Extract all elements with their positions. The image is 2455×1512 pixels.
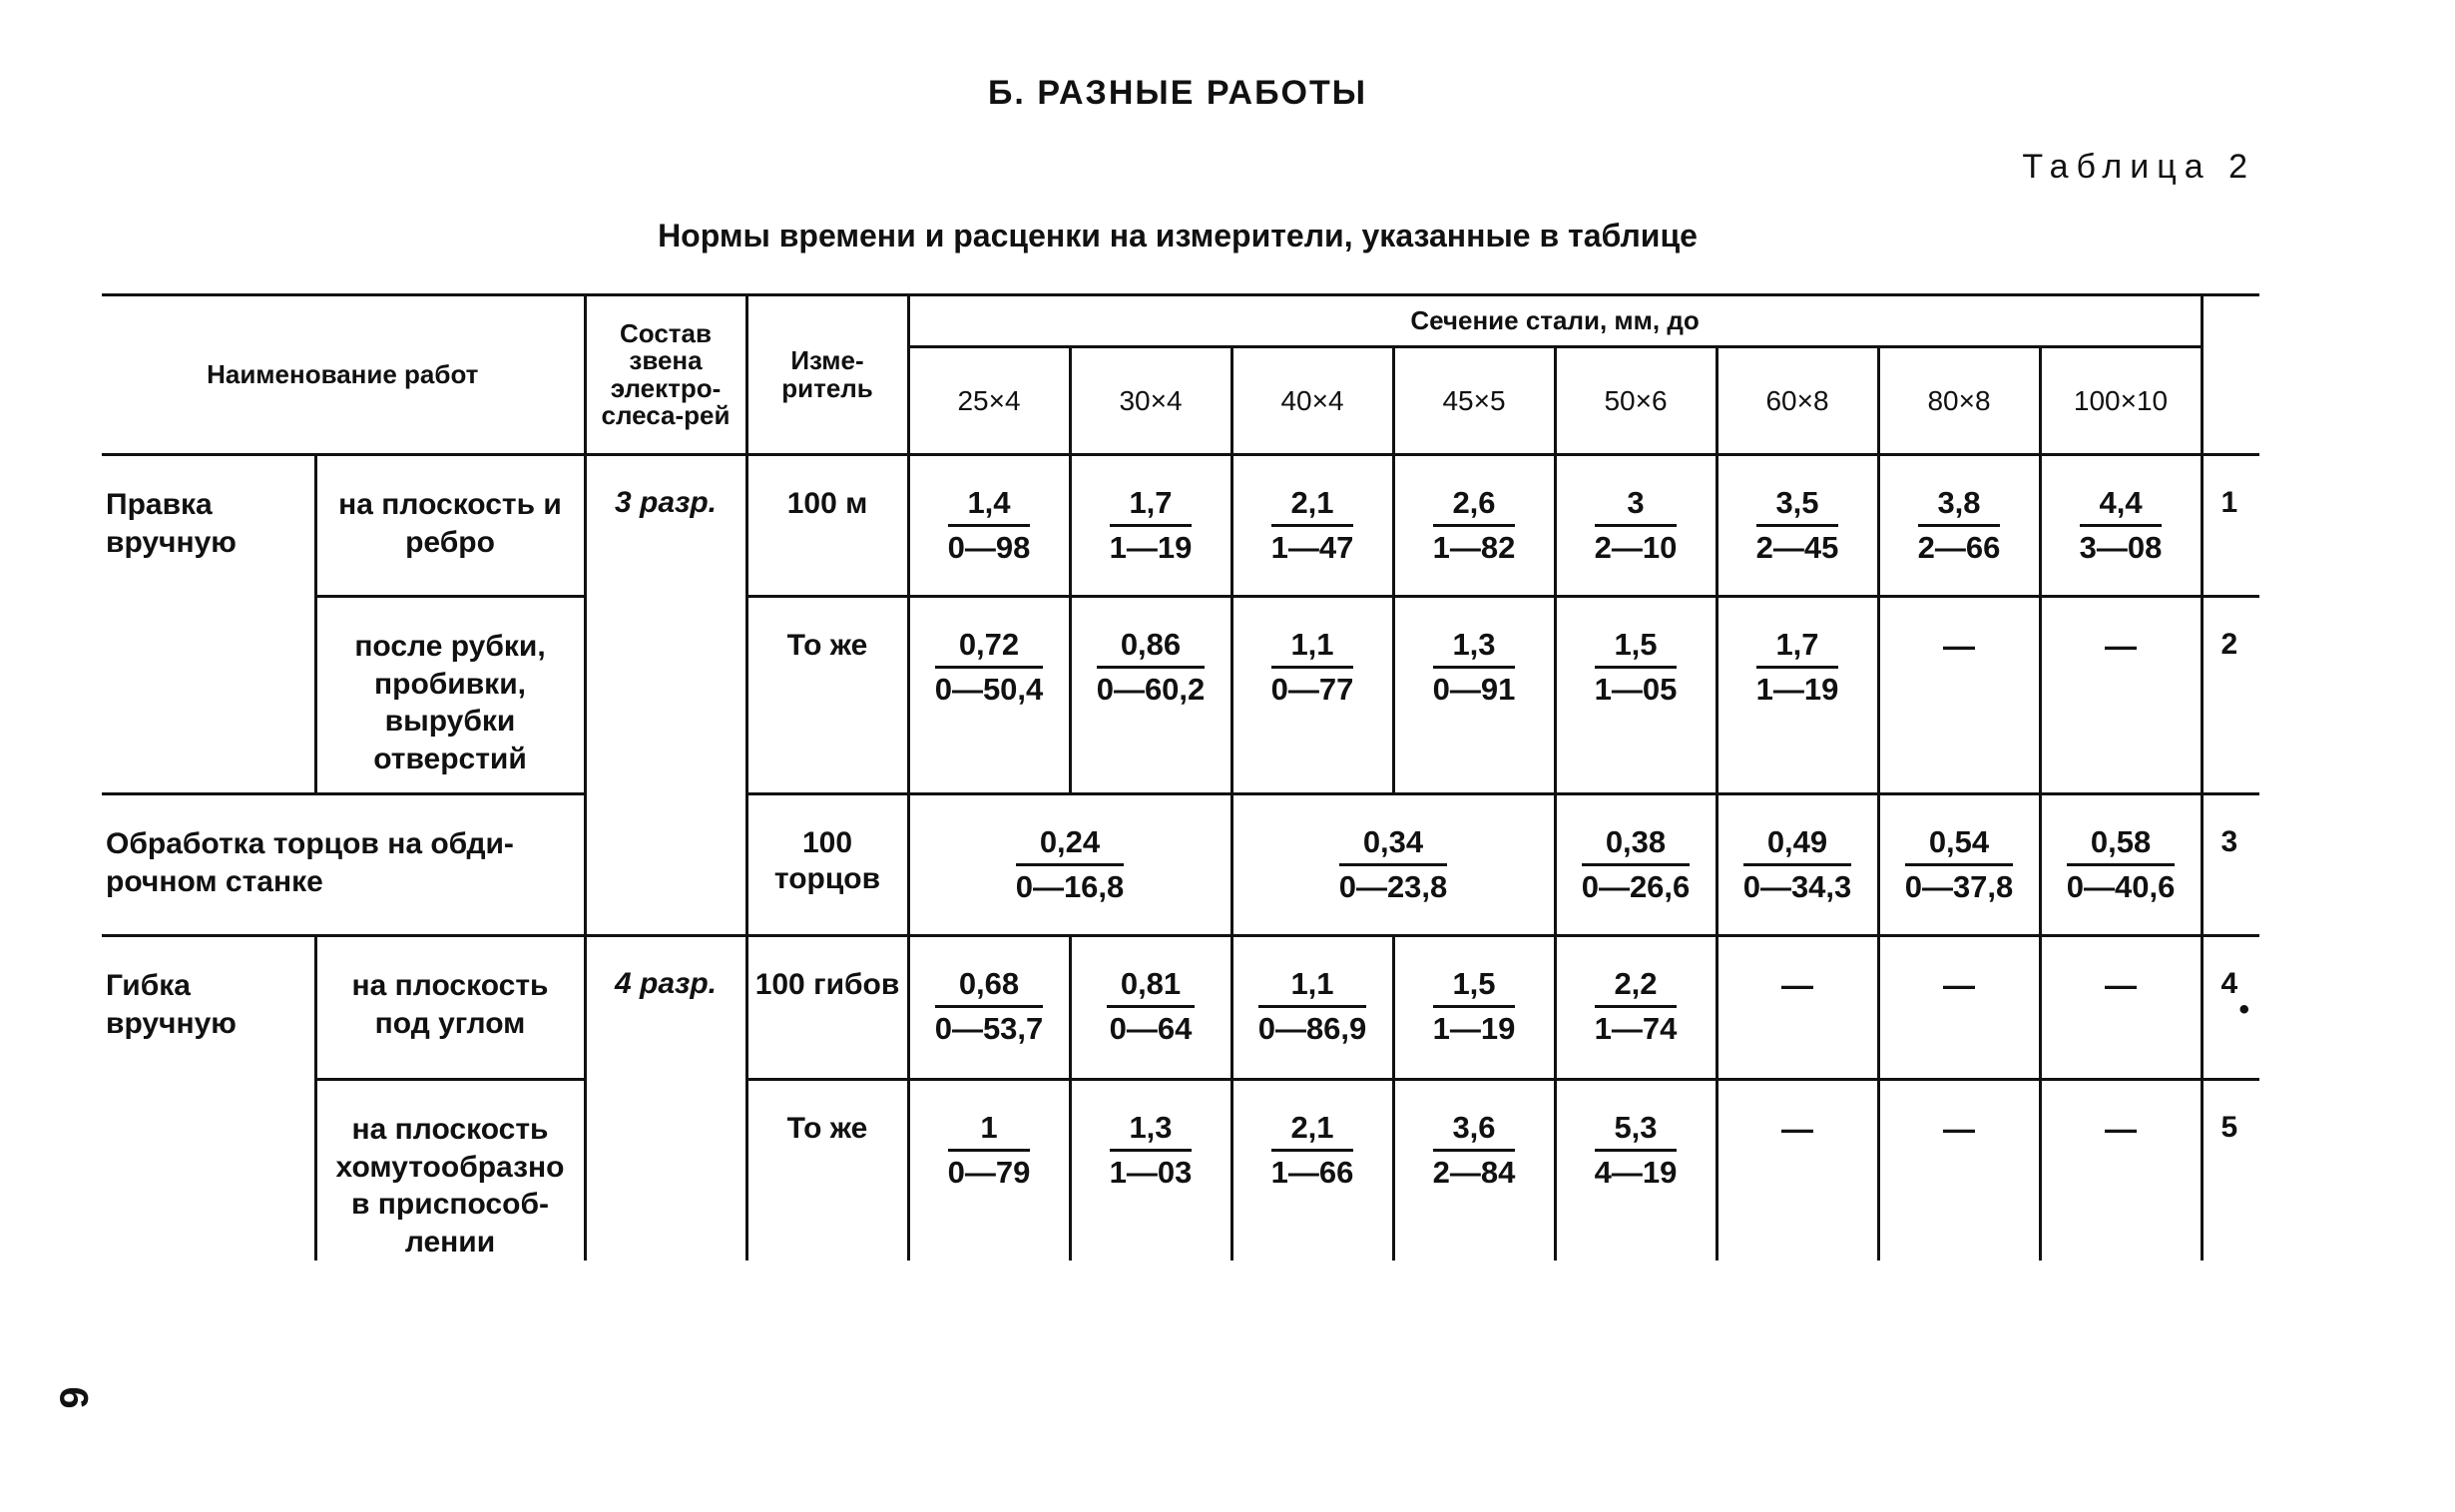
norm-fraction: $\frac{1,3}{1—03}$ [1109,1110,1193,1190]
table-row [102,1080,2259,1261]
norm-fraction: $\frac{0,38}{0—26,6}$ [1581,824,1691,904]
norm-fraction: $\frac{0,58}{0—40,6}$ [2066,824,2176,904]
empty-dash: — [1781,1111,1813,1147]
bullet-mark: • [2238,993,2250,1026]
sub-work: на плоскость под углом [315,936,585,1080]
table-row [102,597,2259,794]
header-work-name: Наименование работ [102,295,585,455]
size-header: 50×6 [1555,347,1717,455]
empty-dash: — [1943,1111,1975,1147]
row-number-cell [2202,936,2259,1080]
header-unit: Изме-ритель [746,295,908,455]
size-header: 45×5 [1393,347,1555,455]
size-header: 30×4 [1070,347,1231,455]
row-number: 3 [2202,794,2259,936]
norm-fraction: $\frac{5,3}{4—19}$ [1594,1110,1678,1190]
norm-fraction: $\frac{0,54}{0—37,8}$ [1904,824,2014,904]
norm-fraction: $\frac{4,4}{3—08}$ [2079,485,2163,565]
sub-work: после рубки, пробивки, вырубки отверстий [315,597,585,794]
norm-fraction: $\frac{0,81}{0—64}$ [1107,965,1195,1049]
norm-fraction: $\frac{1,1}{0—86,9}$ [1257,966,1367,1046]
norm-fraction: $\frac{1,3}{0—91}$ [1432,627,1516,707]
work-name: Правка вручную [102,455,315,794]
table-caption: Нормы времени и расценки на измерители, указанные в таблице [658,218,1698,253]
norm-fraction: $\frac{0,86}{0—60,2}$ [1096,627,1206,707]
norm-fraction: $\frac{2,6}{1—82}$ [1432,485,1516,565]
norm-fraction: $\frac{2,2}{1—74}$ [1594,966,1678,1046]
size-header: 40×4 [1231,347,1393,455]
norm-fraction: $\frac{3,8}{2—66}$ [1917,485,2001,565]
norm-fraction: $\frac{0,68}{0—53,7}$ [934,966,1044,1046]
norm-fraction: $\frac{2,1}{1—47}$ [1270,485,1354,565]
table-row [102,455,2259,597]
norm-fraction: $\frac{0,34}{0—23,8}$ [1338,824,1448,904]
empty-dash: — [1781,967,1813,1003]
unit-cell: То же [746,597,908,794]
sub-work: на плоскость и ребро [315,455,585,597]
table-row [102,936,2259,1080]
sub-work: на плоскость хомутообразно в приспособ-лении [315,1080,585,1261]
size-header: 100×10 [2040,347,2202,455]
size-header: 60×8 [1717,347,1878,455]
row-number: 1 [2202,455,2259,597]
section-title: Б. РАЗНЫЕ РАБОТЫ [987,74,1368,112]
page-number: 6 [51,1386,96,1409]
crew-grade: 4 разр. [585,936,746,1261]
unit-cell: 100 м [746,455,908,597]
empty-dash: — [2105,628,2138,664]
crew-grade: 3 разр. [585,455,746,936]
empty-dash: — [2105,1111,2138,1147]
row-number: 4 [2220,967,2238,1000]
unit-cell: 100 гибов [746,936,908,1080]
unit-cell: 100 торцов [746,794,908,936]
row-number: 5 [2202,1080,2259,1261]
empty-dash: — [1943,628,1975,664]
norm-fraction: $\frac{0,24}{0—16,8}$ [1015,824,1125,904]
norm-fraction: $\frac{0,72}{0—50,4}$ [934,627,1044,707]
norm-fraction: $\frac{0,49}{0—34,3}$ [1742,824,1852,904]
norm-fraction: $\frac{1,1}{0—77}$ [1270,627,1354,707]
norm-fraction: $\frac{1,5}{1—05}$ [1594,627,1678,707]
empty-dash: — [1943,967,1975,1003]
norm-fraction: $\frac{1}{0—79}$ [947,1110,1031,1190]
header-number-column [2202,295,2259,455]
norm-fraction: $\frac{1,5}{1—19}$ [1432,966,1516,1046]
empty-dash: — [2105,967,2138,1003]
norm-fraction: $\frac{3}{2—10}$ [1594,485,1678,565]
norms-table [102,293,2259,1260]
row-number: 2 [2202,597,2259,794]
norm-fraction: $\frac{1,7}{1—19}$ [1109,485,1193,565]
table-label: Таблица 2 [2022,148,2255,186]
header-crew: Состав звена электро-слеса-рей [585,295,746,455]
table-row [102,794,2259,936]
norm-fraction: $\frac{1,4}{0—98}$ [947,485,1031,565]
norm-fraction: $\frac{1,7}{1—19}$ [1755,627,1839,707]
norm-fraction: $\frac{3,6}{2—84}$ [1432,1110,1516,1190]
size-header: 80×8 [1878,347,2040,455]
header-section: Сечение стали, мм, до [908,295,2202,347]
unit-cell: То же [746,1080,908,1261]
work-name: Гибка вручную [102,936,315,1261]
norm-fraction: $\frac{2,1}{1—66}$ [1270,1110,1354,1190]
work-name: Обработка торцов на обди-рочном станке [102,794,585,936]
norm-fraction: $\frac{3,5}{2—45}$ [1755,485,1839,565]
size-header: 25×4 [908,347,1070,455]
